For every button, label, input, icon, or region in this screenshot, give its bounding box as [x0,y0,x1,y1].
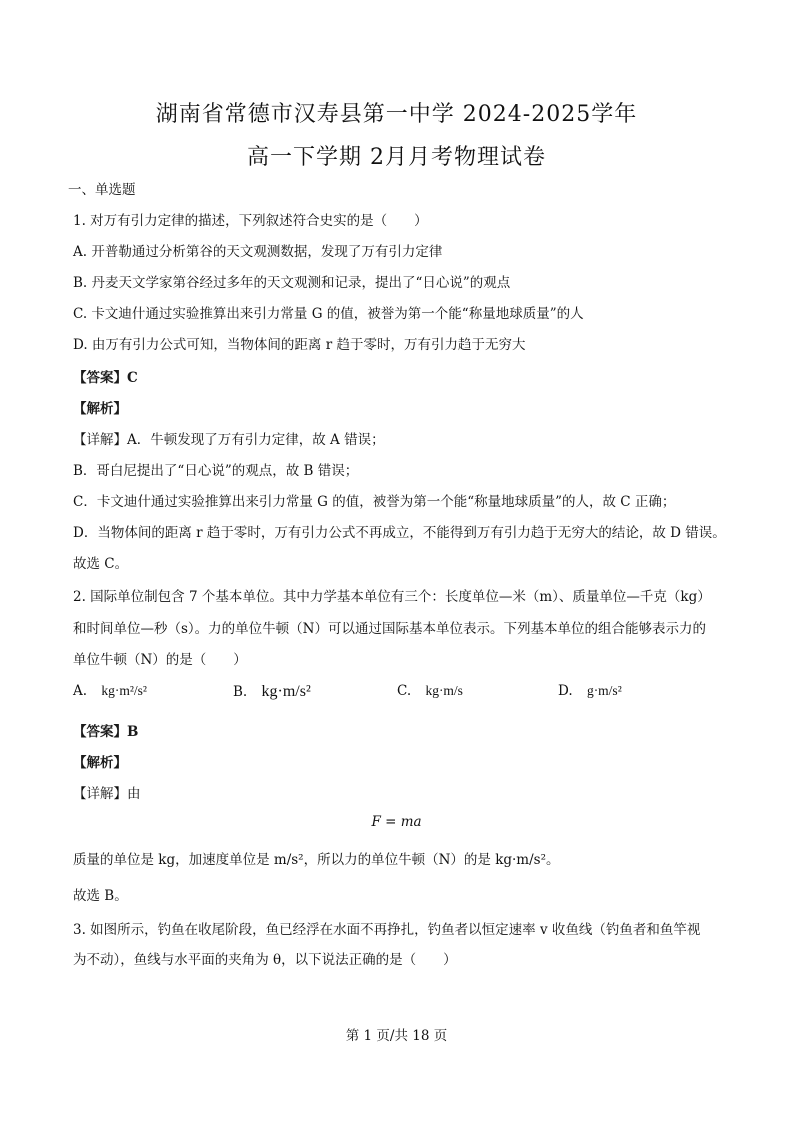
q2-formula: F = ma [371,814,422,830]
section-heading: 一、单选题 [68,182,136,198]
q2-option-a [73,683,147,699]
q2-detail-intro: 【详解】由 [73,786,141,802]
q1-detail-a: 【详解】A．牛顿发现了万有引力定律，故 A 错误； [73,432,385,448]
q2-option-b [233,683,311,701]
q1-option-c: C. 卡文迪什通过实验推算出来引力常量 G 的值，被誉为第一个能“称量地球质量”的人 [73,306,584,322]
q1-option-a: A. 开普勒通过分析第谷的天文观测数据，发现了万有引力定律 [73,244,443,260]
q3-stem-line1: 3. 如图所示，钓鱼在收尾阶段，鱼已经浮在水面不再挣扎，钓鱼者以恒定速率 v 收鱼线（钓鱼者和鱼竿视 [73,922,701,938]
q2-detail-line: 质量的单位是 kg，加速度单位是 m/s²，所以力的单位牛顿（N）的是 kg·m/s²。 [73,852,560,868]
document-title-line1: 湖南省常德市汉寿县第一中学 2024-2025学年 [155,102,638,127]
q2-option-d [558,683,622,699]
q2-stem-line1: 2. 国际单位制包含 7 个基本单位。其中力学基本单位有三个：长度单位—米（m）、质量单位—千克（kg） [73,589,711,605]
q1-detail-c: C．卡文迪什通过实验推算出来引力常量 G 的值，被誉为第一个能“称量地球质量”的人，故 C 正确； [73,494,676,510]
q1-option-b: B. 丹麦天文学家第谷经过多年的天文观测和记录，提出了“日心说”的观点 [73,275,511,291]
q1-detail-d: D．当物体间的距离 r 趋于零时，万有引力公式不再成立，不能得到万有引力趋于无穷大的结论，故 D 错误。 [73,525,726,541]
q3-stem-line2: 为不动），鱼线与水平面的夹角为 θ，以下说法正确的是（ ） [73,952,457,968]
q2-conclusion: 故选 B。 [73,888,128,904]
q2-option-a-label: A. [73,683,88,699]
q1-analysis-label: 【解析】 [73,401,127,417]
q2-option-b-label: B. [233,684,248,700]
q1-answer: 【答案】C [73,370,138,386]
q2-option-c [397,683,463,699]
q1-stem: 1. 对万有引力定律的描述，下列叙述符合史实的是（ ） [73,213,428,229]
q1-option-d: D. 由万有引力公式可知，当物体间的距离 r 趋于零时，万有引力趋于无穷大 [73,337,526,353]
q2-option-d-label: D. [558,683,573,699]
q2-option-a-unit: kg·m²/s² [101,683,147,698]
q2-stem-line2: 和时间单位—秒（s）。力的单位牛顿（N）可以通过国际基本单位表示。下列基本单位的组合能够表示力的 [73,621,706,637]
q1-conclusion: 故选 C。 [73,556,129,572]
q2-option-c-label: C. [397,683,412,699]
q2-answer: 【答案】B [73,724,139,740]
q2-stem-line3: 单位牛顿（N）的是（ ） [73,652,247,668]
q1-detail-b: B．哥白尼提出了“日心说”的观点，故 B 错误； [73,463,359,479]
q2-analysis-label: 【解析】 [73,755,127,771]
q2-option-d-unit: g·m/s² [586,683,622,698]
page-footer: 第 1 页/共 18 页 [345,1028,448,1044]
document-title-line2: 高一下学期 2月月考物理试卷 [247,145,546,170]
q2-option-b-unit: kg·m/s² [261,683,311,700]
q2-option-c-unit: kg·m/s [425,683,463,698]
